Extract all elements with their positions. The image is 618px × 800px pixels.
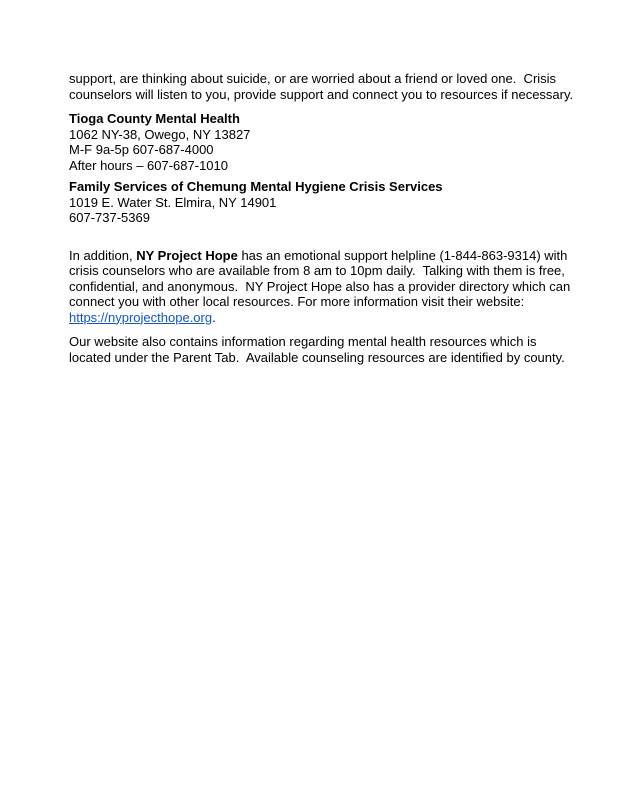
tioga-contact-block bbox=[69, 111, 577, 173]
tioga-after-hours-phone: After hours – 607-687-1010 bbox=[69, 157, 228, 173]
hope-text-after-bold: has an emotional support helpline (1-844-863-9314) with crisis counselors who are available from 8 am to 10pm daily. Talking with them is free, confidential, and anonymous. NY Project Hope also has a provider directory which can connect you with other local resources. For more information visit their website: bbox=[69, 247, 574, 309]
hope-text-before-bold: In addition, bbox=[69, 247, 137, 263]
project-hope-bold-name: NY Project Hope bbox=[136, 247, 238, 263]
chemung-phone: 607-737-5369 bbox=[69, 210, 150, 225]
hope-text-after-link: . bbox=[212, 309, 216, 325]
tioga-name: Tioga County Mental Health bbox=[69, 111, 240, 126]
chemung-address: 1019 E. Water St. Elmira, NY 14901 bbox=[69, 194, 277, 210]
tioga-hours-phone: M-F 9a-5p 607-687-4000 bbox=[69, 142, 214, 157]
document-content bbox=[69, 71, 577, 365]
intro-paragraph: support, are thinking about suicide, or are worried about a friend or loved one. Crisis counselors will listen to you, provide support and connect you to resources if necessary. bbox=[69, 71, 574, 102]
chemung-contact-block bbox=[69, 179, 577, 226]
website-note-paragraph: Our website also contains information regarding mental health resources which is located under the Parent Tab. Available counseling resources are identified by county. bbox=[69, 334, 565, 365]
project-hope-paragraph bbox=[69, 248, 577, 326]
tioga-address: 1062 NY-38, Owego, NY 13827 bbox=[69, 126, 251, 142]
nyprojecthope-link[interactable]: https://nyprojecthope.org bbox=[69, 309, 213, 325]
chemung-name: Family Services of Chemung Mental Hygiene Crisis Services bbox=[69, 179, 443, 194]
